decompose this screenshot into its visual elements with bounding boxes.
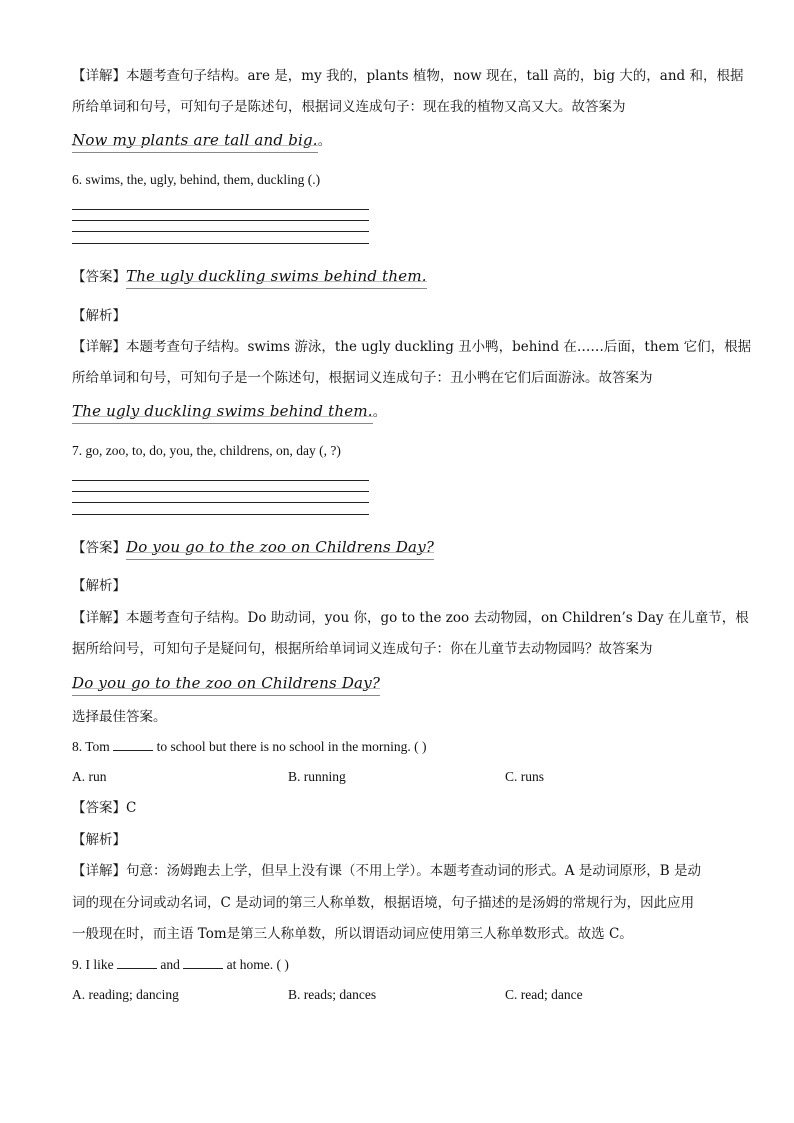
q6-writing-line-1 (72, 209, 369, 210)
q8-stem-end: to school but there is no school in the morning. ( ) (156, 739, 427, 754)
q5-handwritten-answer: Now my plants are tall and big. (72, 130, 318, 153)
q7-handwritten-answer: Do you go to the zoo on Childrens Day? (126, 537, 434, 560)
q6-analysis-label: 【解析】 (72, 308, 126, 324)
q8-answer: 【答案】C (72, 800, 137, 816)
q9-blank-1 (117, 956, 157, 969)
q5-answer-end: 。 (317, 133, 332, 149)
q8-option-b: B. running (288, 769, 346, 784)
q6-detail-line1: 【详解】本题考查句子结构。swims 游泳，the ugly duckling 丑小鸭，behind 在……后面，them 它们，根据 (72, 339, 752, 355)
q7-writing-line-4 (72, 514, 369, 515)
q7-analysis-label: 【解析】 (72, 578, 126, 594)
q5-detail-line1: 【详解】本题考查句子结构。are 是，my 我的，plants 植物，now 现在，tall 高的，big 大的，and 和，根据 (72, 68, 744, 84)
q9-stem-mid: and (160, 957, 180, 972)
q6-detail-line2: 所给单词和句号，可知句子是一个陈述句，根据词义连成句子：丑小鸭在它们后面游泳。故答案为 (72, 370, 653, 386)
q6-handwritten-final: The ugly duckling swims behind them. (72, 401, 373, 424)
q6-writing-line-2 (72, 220, 369, 221)
q7-prompt: 7. go, zoo, to, do, you, the, childrens, on, day (, ?) (72, 443, 341, 458)
section-title: 选择最佳答案。 (72, 709, 167, 725)
q7-handwritten-final: Do you go to the zoo on Childrens Day? (72, 673, 380, 696)
q8-stem-start: 8. Tom (72, 739, 110, 754)
q7-answer (72, 537, 434, 560)
q7-answer-label: 【答案】 (72, 540, 126, 556)
q6-answer-label: 【答案】 (72, 269, 126, 285)
q7-writing-line-1 (72, 480, 369, 481)
q6-answer (72, 266, 427, 289)
q7-writing-line-2 (72, 491, 369, 492)
q6-writing-line-3 (72, 231, 369, 232)
q8-detail-line2: 词的现在分词或动名词，C 是动词的第三人称单数，根据语境，句子描述的是汤姆的常规行为，因此应用 (72, 895, 695, 911)
q9-stem-end: at home. ( ) (226, 957, 289, 972)
q7-detail-line1: 【详解】本题考查句子结构。Do 助动词，you 你，go to the zoo 去动物园，on Children’s Day 在儿童节，根 (72, 610, 749, 626)
q6-prompt: 6. swims, the, ugly, behind, them, duckling (.) (72, 172, 321, 187)
q8-option-a: A. run (72, 769, 107, 784)
q9-stem-start: 9. I like (72, 957, 114, 972)
q6-final (72, 401, 386, 424)
q8-detail-line1: 【详解】句意：汤姆跑去上学，但早上没有课（不用上学）。本题考查动词的形式。A 是动词原形，B 是动 (72, 863, 702, 879)
q9-option-a: A. reading; dancing (72, 987, 179, 1002)
q8-analysis-label: 【解析】 (72, 832, 126, 848)
q8-blank (113, 738, 153, 751)
q9-blank-2 (183, 956, 223, 969)
q6-writing-line-4 (72, 243, 369, 244)
q7-final (72, 673, 380, 696)
q8-detail-line3: 一般现在时，而主语 Tom是第三人称单数，所以谓语动词应使用第三人称单数形式。故选 C。 (72, 926, 633, 942)
q9-option-c: C. read; dance (505, 987, 583, 1002)
q5-detail-line2: 所给单词和句号，可知句子是陈述句，根据词义连成句子：现在我的植物又高又大。故答案为 (72, 99, 626, 115)
q5-answer (72, 130, 331, 153)
q8-stem (72, 737, 427, 757)
q8-option-c: C. runs (505, 769, 545, 784)
q7-detail-line2: 据所给问号，可知句子是疑问句，根据所给单词词义连成句子：你在儿童节去动物园吗？故答案为 (72, 641, 653, 657)
q9-option-b: B. reads; dances (288, 987, 377, 1002)
q6-final-end: 。 (372, 404, 387, 420)
q7-writing-line-3 (72, 502, 369, 503)
q6-handwritten-answer: The ugly duckling swims behind them. (126, 266, 427, 289)
q9-stem (72, 955, 289, 975)
